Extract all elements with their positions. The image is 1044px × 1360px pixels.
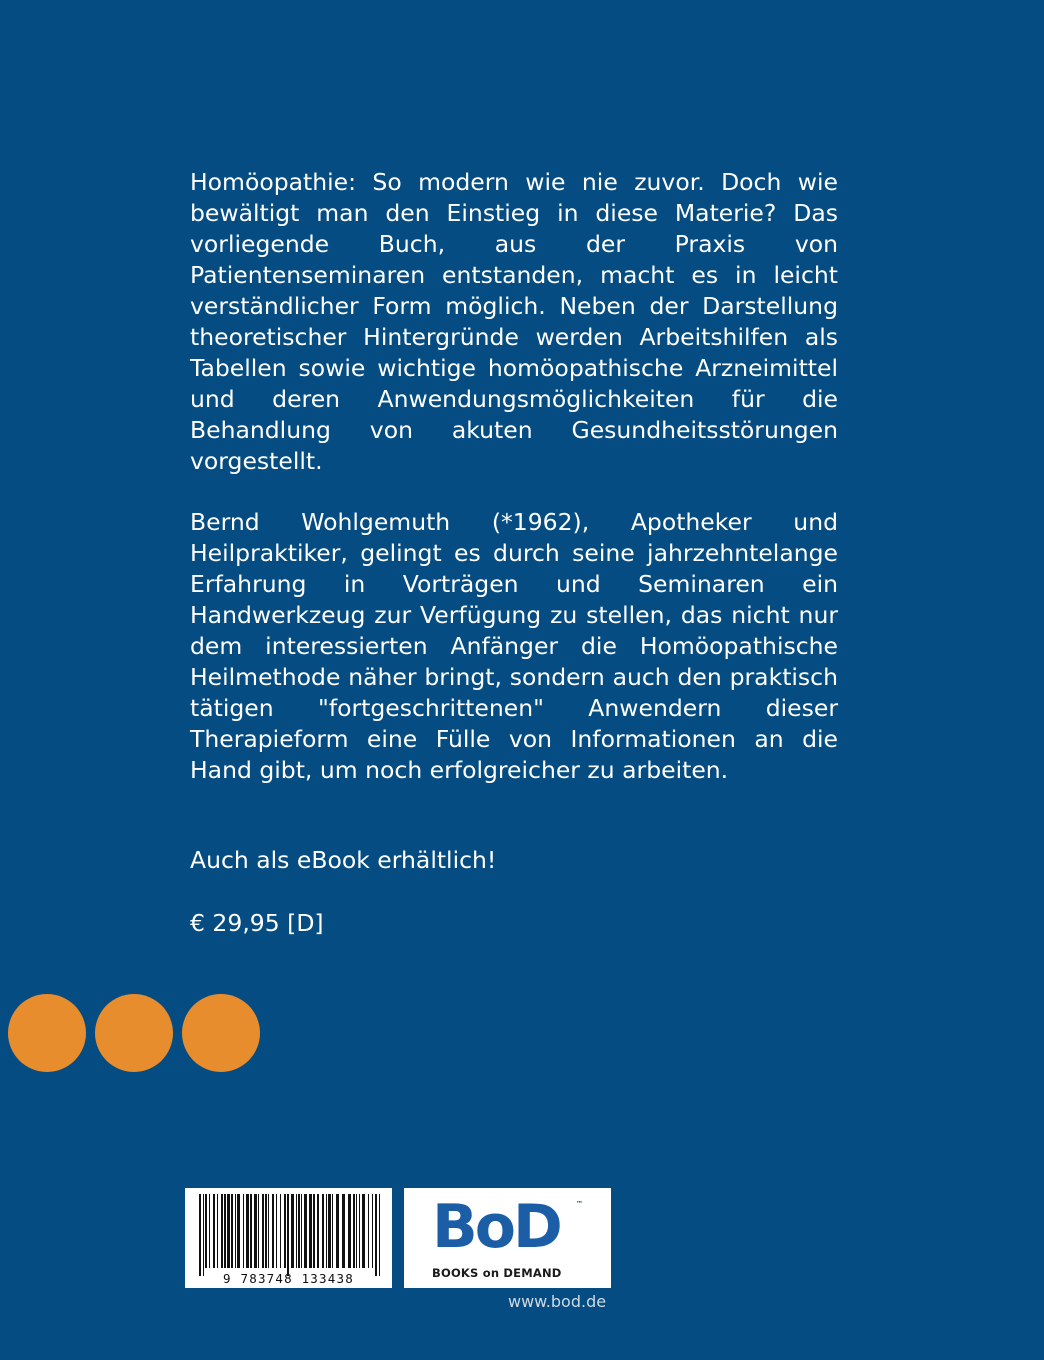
barcode-bar bbox=[368, 1194, 369, 1268]
barcode-bar bbox=[322, 1194, 324, 1268]
barcode-bar bbox=[237, 1194, 240, 1268]
barcode-bar bbox=[205, 1194, 207, 1268]
barcode-bar bbox=[235, 1194, 236, 1268]
barcode-bar bbox=[227, 1194, 230, 1268]
barcode-bar bbox=[272, 1194, 274, 1268]
barcode-bar bbox=[203, 1194, 204, 1276]
barcode-bar bbox=[348, 1194, 351, 1268]
barcode-bar bbox=[284, 1194, 286, 1268]
barcode-bar bbox=[217, 1194, 218, 1268]
barcode-bar bbox=[353, 1194, 355, 1268]
barcode-bar bbox=[268, 1194, 269, 1268]
barcode-bar bbox=[296, 1194, 297, 1268]
publisher-website: www.bod.de bbox=[508, 1292, 607, 1311]
orange-dot-icon bbox=[182, 994, 260, 1072]
barcode-bar bbox=[280, 1194, 281, 1268]
barcode-bar bbox=[298, 1194, 300, 1268]
barcode-bar bbox=[258, 1194, 259, 1268]
trademark-symbol: ™ bbox=[576, 1200, 583, 1208]
barcode-bar bbox=[332, 1194, 333, 1268]
barcode-bar bbox=[265, 1194, 267, 1268]
barcode-bar bbox=[254, 1194, 257, 1268]
barcode-bar bbox=[326, 1194, 327, 1268]
barcode-bar bbox=[309, 1194, 312, 1268]
barcode-bar bbox=[224, 1194, 226, 1268]
author-bio-paragraph: Bernd Wohlgemuth (*1962), Apotheker und Heilpraktiker, gelingt es durch seine jahrzehntelange Erfahrung in Vorträgen und Seminaren ein Handwerkzeug zur Verfügung zu stellen, das nicht nur dem interessierten Anfänger die Homöopathische Heilmethode näher bringt, sondern auch den praktisch tätigen "fortgeschrittenen" Anwendern dieser Therapieform eine Fülle von Informationen an die Hand gibt, um noch erfolgreicher zu arbeiten. bbox=[190, 508, 838, 784]
barcode-bar bbox=[313, 1194, 315, 1268]
barcode-bar bbox=[246, 1194, 249, 1268]
isbn-barcode bbox=[185, 1188, 392, 1288]
barcode-bar bbox=[291, 1194, 294, 1268]
barcode-bar bbox=[213, 1194, 215, 1268]
barcode-bar bbox=[287, 1194, 289, 1276]
orange-dot-icon bbox=[8, 994, 86, 1072]
barcode-bar bbox=[301, 1194, 302, 1268]
barcode-bar bbox=[356, 1194, 357, 1268]
barcode-bar bbox=[231, 1194, 233, 1268]
orange-dot-icon bbox=[95, 994, 173, 1072]
publisher-logo-mark: BoD bbox=[432, 1192, 560, 1262]
barcode-bar bbox=[375, 1194, 377, 1276]
barcode-bar bbox=[304, 1194, 307, 1268]
barcode-bar bbox=[372, 1194, 373, 1268]
barcode-bar bbox=[328, 1194, 331, 1268]
publisher-tagline: BOOKS on DEMAND bbox=[432, 1266, 562, 1280]
barcode-bar bbox=[276, 1194, 277, 1268]
barcode-bar bbox=[243, 1194, 244, 1268]
barcode-bar bbox=[221, 1194, 223, 1268]
decorative-dots bbox=[8, 994, 260, 1072]
barcode-bar bbox=[250, 1194, 252, 1268]
barcode-bar bbox=[362, 1194, 365, 1268]
barcode-bar bbox=[379, 1194, 380, 1276]
barcode-bar bbox=[209, 1194, 210, 1268]
barcode-bar bbox=[199, 1194, 201, 1276]
barcode-bar bbox=[359, 1194, 360, 1268]
barcode-bar bbox=[317, 1194, 319, 1268]
barcode-bar bbox=[262, 1194, 264, 1268]
barcode-bar bbox=[336, 1194, 339, 1268]
blurb-paragraph: Homöopathie: So modern wie nie zuvor. Doch wie bewältigt man den Einstieg in diese Materie? Das vorliegende Buch, aus der Praxis von Patientenseminaren entstanden, macht es in leicht verständlicher Form möglich. Neben der Darstellung theoretischer Hintergründe werden Arbeitshilfen als Tabellen sowie wichtige homöopathische Arzneimittel und deren Anwendungsmöglichkeiten für die Behandlung von akuten Gesundheitsstörungen vorgestellt. bbox=[190, 168, 838, 475]
ebook-availability-note: Auch als eBook erhältlich! bbox=[190, 846, 497, 874]
price-label: € 29,95 [D] bbox=[190, 909, 324, 937]
isbn-digits: 9 783748 133438 bbox=[223, 1271, 354, 1286]
barcode-bar bbox=[342, 1194, 345, 1268]
publisher-logo bbox=[404, 1188, 611, 1288]
